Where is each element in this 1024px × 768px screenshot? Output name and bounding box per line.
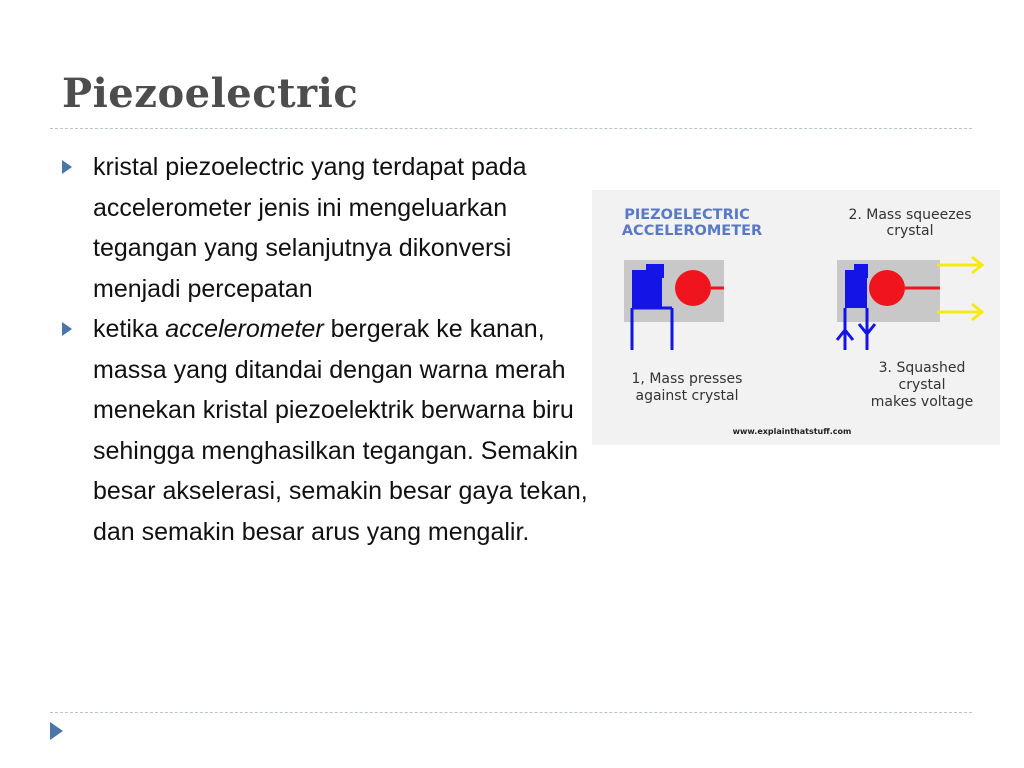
bullet-item bbox=[62, 147, 602, 309]
diagram-credit: www.explainthatstuff.com bbox=[732, 427, 852, 436]
step2-label-line1: 2. Mass squeezes bbox=[848, 207, 972, 223]
bullet-text-prefix: ketika bbox=[93, 315, 166, 343]
right-crystal-top bbox=[854, 264, 868, 278]
step3-label-line2: crystal bbox=[898, 377, 946, 393]
left-crystal-top bbox=[646, 264, 664, 278]
right-mass bbox=[869, 270, 905, 306]
title-divider bbox=[50, 128, 972, 129]
step3-label-line1: 3. Squashed bbox=[878, 360, 966, 376]
footer-divider bbox=[50, 712, 972, 713]
step2-label-line2: crystal bbox=[886, 223, 934, 239]
bullet-emphasis: accelerometer bbox=[165, 315, 324, 343]
bullet-text: kristal piezoelectric yang terdapat pada accelerometer jenis ini mengeluarkan tegangan yang selanjutnya dikonversi menjadi percepatan bbox=[93, 153, 527, 303]
left-mass bbox=[675, 270, 711, 306]
piezoelectric-accelerometer-diagram bbox=[592, 190, 1000, 445]
diagram-title-line2: ACCELEROMETER bbox=[621, 223, 763, 239]
footer-triangle-icon bbox=[50, 722, 63, 740]
slide-title: Piezoelectric bbox=[62, 70, 359, 117]
triangle-bullet-icon bbox=[62, 160, 72, 174]
step3-label-line3: makes voltage bbox=[870, 394, 974, 410]
bullet-text-suffix: bergerak ke kanan, massa yang ditandai dengan warna merah menekan kristal piezoelektrik berwarna biru sehingga menghasilkan tegangan. Semakin besar akselerasi, semakin besar gaya tekan, dan semakin besar arus yang mengalir. bbox=[93, 315, 588, 546]
triangle-bullet-icon bbox=[62, 322, 72, 336]
diagram-title-line1: PIEZOELECTRIC bbox=[624, 207, 750, 223]
diagram-svg bbox=[592, 190, 1000, 445]
step1-label-line1: 1, Mass presses bbox=[631, 371, 743, 387]
bullet-list bbox=[62, 147, 602, 552]
bullet-item bbox=[62, 309, 602, 552]
step1-label-line2: against crystal bbox=[635, 388, 739, 404]
